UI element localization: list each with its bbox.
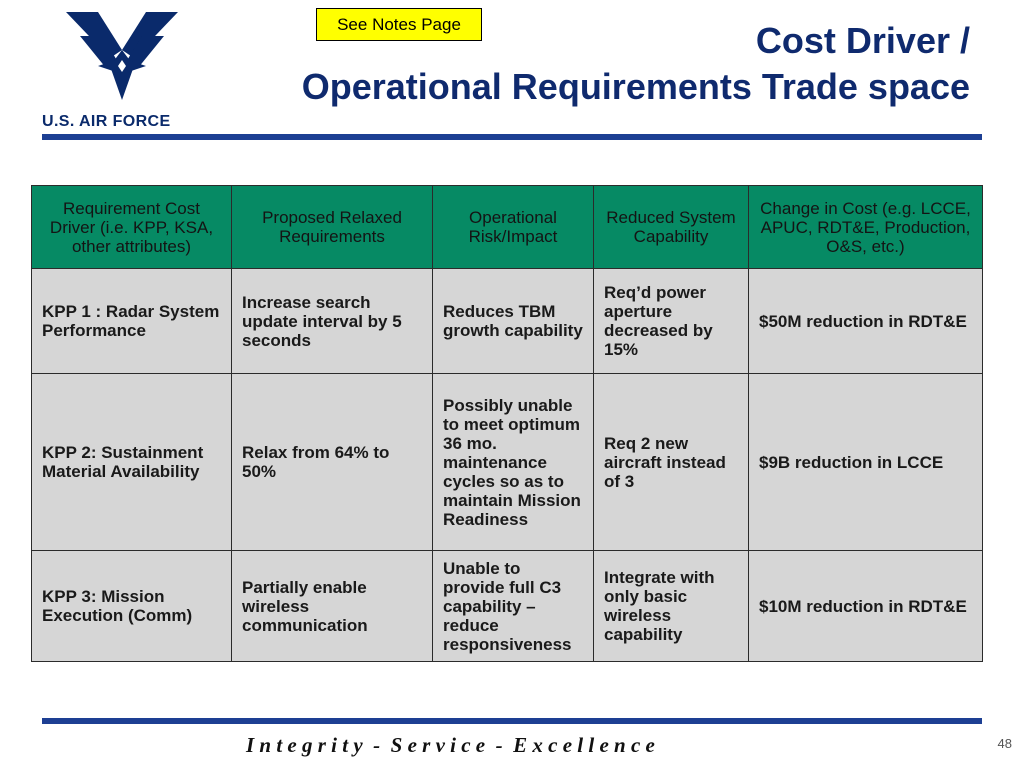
title-line-1: Cost Driver / bbox=[755, 20, 970, 61]
table-cell: Unable to provide full C3 capability – reduce responsiveness bbox=[433, 551, 594, 662]
table-cell: Relax from 64% to 50% bbox=[232, 374, 433, 551]
motto-text: I n t e g r i t y - S e r v i c e - E x c e l l e n c e bbox=[246, 733, 655, 757]
table-cell: KPP 1 : Radar System Performance bbox=[32, 269, 232, 374]
column-header: Proposed Relaxed Requirements bbox=[232, 186, 433, 269]
brand-wordmark: U.S. AIR FORCE bbox=[42, 113, 171, 130]
slide-title bbox=[302, 18, 970, 110]
title-line-2: Operational Requirements Trade space bbox=[301, 66, 970, 107]
table-cell: Req 2 new aircraft instead of 3 bbox=[594, 374, 749, 551]
trade-space-table bbox=[31, 185, 983, 662]
table-cell: KPP 2: Sustainment Material Availability bbox=[32, 374, 232, 551]
column-header: Reduced System Capability bbox=[594, 186, 749, 269]
column-header: Change in Cost (e.g. LCCE, APUC, RDT&E, Production, O&S, etc.) bbox=[749, 186, 983, 269]
table-row bbox=[32, 269, 983, 374]
column-header: Requirement Cost Driver (i.e. KPP, KSA, other attributes) bbox=[32, 186, 232, 269]
table-cell: $10M reduction in RDT&E bbox=[749, 551, 983, 662]
table-row bbox=[32, 551, 983, 662]
table-cell: Possibly unable to meet optimum 36 mo. maintenance cycles so as to maintain Mission Readiness bbox=[433, 374, 594, 551]
page-number: 48 bbox=[997, 736, 1012, 751]
table-cell: Reduces TBM growth capability bbox=[433, 269, 594, 374]
table-cell: Partially enable wireless communication bbox=[232, 551, 433, 662]
table-cell: Req’d power aperture decreased by 15% bbox=[594, 269, 749, 374]
table-header-row bbox=[32, 186, 983, 269]
table-cell: KPP 3: Mission Execution (Comm) bbox=[32, 551, 232, 662]
column-header: Operational Risk/Impact bbox=[433, 186, 594, 269]
table-cell: Increase search update interval by 5 seconds bbox=[232, 269, 433, 374]
see-notes-button[interactable]: See Notes Page bbox=[316, 8, 482, 41]
table-cell: Integrate with only basic wireless capability bbox=[594, 551, 749, 662]
air-force-wings-icon bbox=[60, 10, 184, 102]
table-row bbox=[32, 374, 983, 551]
table-cell: $9B reduction in LCCE bbox=[749, 374, 983, 551]
header-divider bbox=[42, 134, 982, 140]
table-cell: $50M reduction in RDT&E bbox=[749, 269, 983, 374]
footer-divider bbox=[42, 718, 982, 724]
